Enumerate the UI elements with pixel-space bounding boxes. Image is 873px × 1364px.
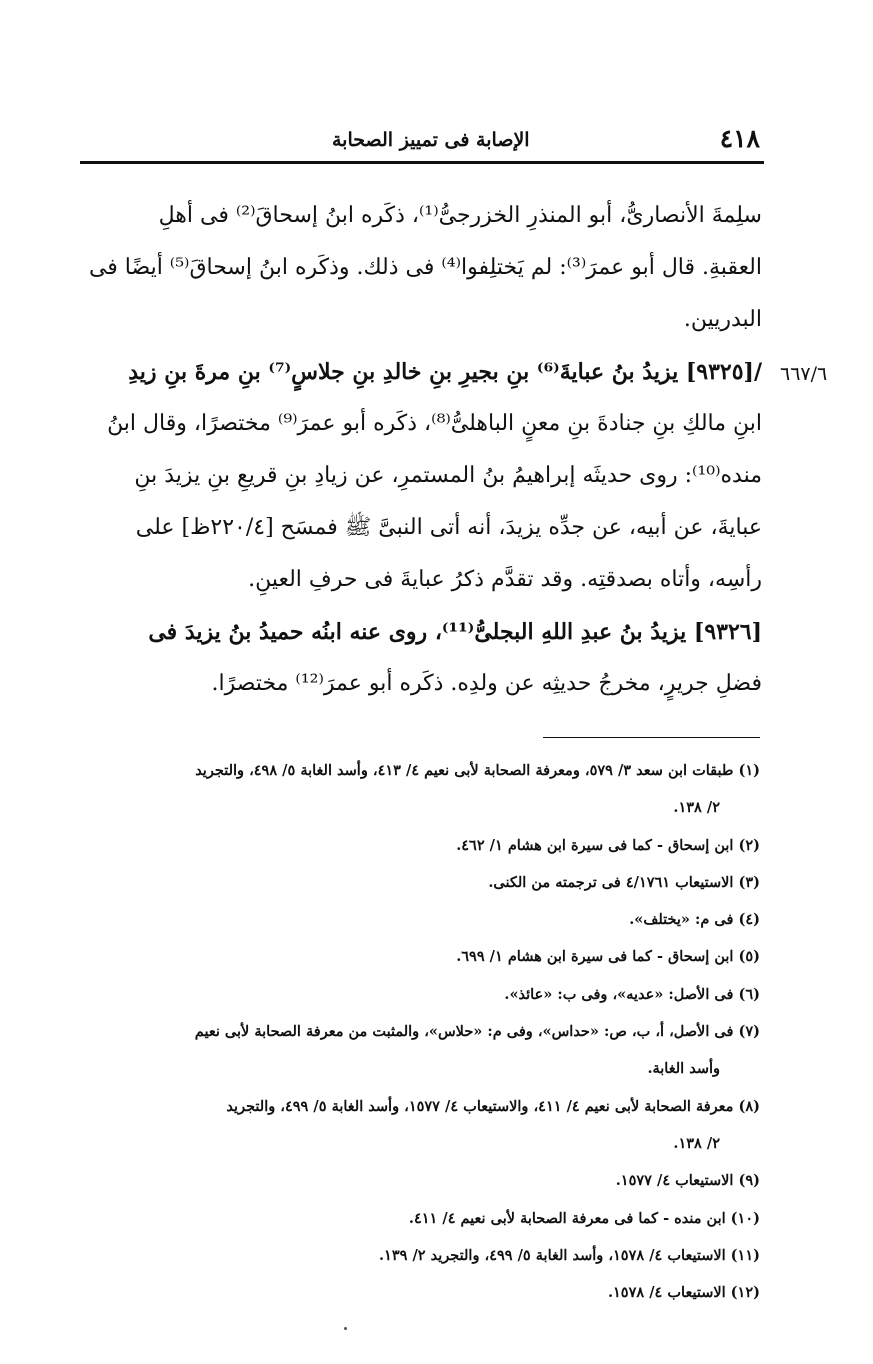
text-line: فضلِ جريرٍ، مخرجُ حديثِه عن ولدِه. ذكَره أبو عمرَ⁽¹²⁾ مختصرًا.: [211, 671, 762, 696]
footnote-4: (٤) فى م: «يختلف».: [629, 911, 760, 929]
text-line: عبايةَ، عن أبيه، عن جدِّه يزيدَ، أنه أتى النبىَّ ﷺ فمسَح [٢٢٠/٤ظ] على: [135, 515, 762, 540]
page-header: [82, 124, 760, 160]
text-line: العقبةِ. قال أبو عمرَ⁽³⁾: لم يَختلِفوا⁽⁴⁾ فى ذلك. وذكَره ابنُ إسحاقَ⁽⁵⁾ أيضًا فى: [88, 255, 762, 280]
footnote-3: (٣) الاستيعاب ٤/١٧٦١ فى ترجمته من الكنى.: [488, 873, 760, 891]
footnote-2: (٢) ابن إسحاق - كما فى سيرة ابن هشام ١/ ٤٦٢.: [456, 836, 760, 854]
footnote-1-continued: ٢/ ١٣٨.: [673, 799, 720, 817]
footnote-7: (٧) فى الأصل، أ، ب، ص: «حداس»، وفى م: «حلاس»، والمثبت من معرفة الصحابة لأبى نعيم: [194, 1023, 760, 1041]
footnote-5: (٥) ابن إسحاق - كما فى سيرة ابن هشام ١/ ٦٩٩.: [456, 948, 760, 966]
text-line: منده⁽¹⁰⁾: روى حديثَه إبراهيمُ بنُ المستمرِ، عن زيادِ بنِ قريعِ بنِ يزيدَ بنِ: [134, 463, 762, 488]
footnote-1: (١) طبقات ابن سعد ٣/ ٥٧٩، ومعرفة الصحابة لأبى نعيم ٤/ ٤١٣، وأسد الغابة ٥/ ٤٩٨، والتجريد: [195, 762, 760, 779]
footnote-9: (٩) الاستيعاب ٤/ ١٥٧٧.: [615, 1172, 760, 1190]
footnote-separator: [543, 737, 760, 738]
entry-heading-9325: /[٩٣٢٥] يزيدُ بنُ عبايةَ⁽⁶⁾ بنِ بجيرِ بنِ خالدِ بنِ جلاسٍ⁽⁷⁾ بنِ مرةَ بنِ زيدِ: [128, 359, 762, 385]
text-line: ابنِ مالكِ بنِ جنادةَ بنِ معنٍ الباهلىُّ⁽⁸⁾، ذكَره أبو عمرَ⁽⁹⁾ مختصرًا، وقال ابنُ: [107, 411, 762, 436]
footnote-6: (٦) فى الأصل: «عديه»، وفى ب: «عائذ».: [504, 985, 760, 1003]
text-line: البدريين.: [683, 307, 762, 332]
footnote-11: (١١) الاستيعاب ٤/ ١٥٧٨، وأسد الغابة ٥/ ٤٩٩، والتجريد ٢/ ١٣٩.: [378, 1246, 760, 1264]
footnote-8: (٨) معرفة الصحابة لأبى نعيم ٤/ ٤١١، والاستيعاب ٤/ ١٥٧٧، وأسد الغابة ٥/ ٤٩٩، والتجريد: [226, 1097, 760, 1115]
footnote-12: (١٢) الاستيعاب ٤/ ١٥٧٨.: [607, 1284, 760, 1302]
print-dot: [344, 1327, 347, 1330]
main-text: [72, 190, 762, 710]
entry-heading-9326: [٩٣٢٦] يزيدُ بنُ عبدِ اللهِ البجلىُّ⁽¹¹⁾، روى عنه ابنُه حميدُ بنُ يزيدَ فى: [148, 619, 762, 645]
text-line: سلِمةَ الأنصارىُّ، أبو المنذرِ الخزرجىُّ⁽¹⁾، ذكَره ابنُ إسحاقَ⁽²⁾ فى أهلِ: [158, 203, 762, 228]
footnote-8-continued: ٢/ ١٣٨.: [673, 1134, 720, 1152]
page-number: ٤١٨: [719, 124, 760, 153]
footnote-7-continued: وأسد الغابة.: [647, 1060, 720, 1078]
running-title: الإصابة فى تمييز الصحابة: [332, 129, 530, 151]
text-line: رأسِه، وأتاه بصدقتِه. وقد تقدَّم ذكرُ عبايةَ فى حرفِ العينِ.: [248, 567, 762, 592]
margin-reference: ٦٦٧/٦: [780, 363, 828, 385]
footnotes: [76, 752, 760, 1311]
footnote-10: (١٠) ابن منده - كما فى معرفة الصحابة لأبى نعيم ٤/ ٤١١.: [408, 1209, 760, 1227]
header-rule: [80, 161, 764, 164]
